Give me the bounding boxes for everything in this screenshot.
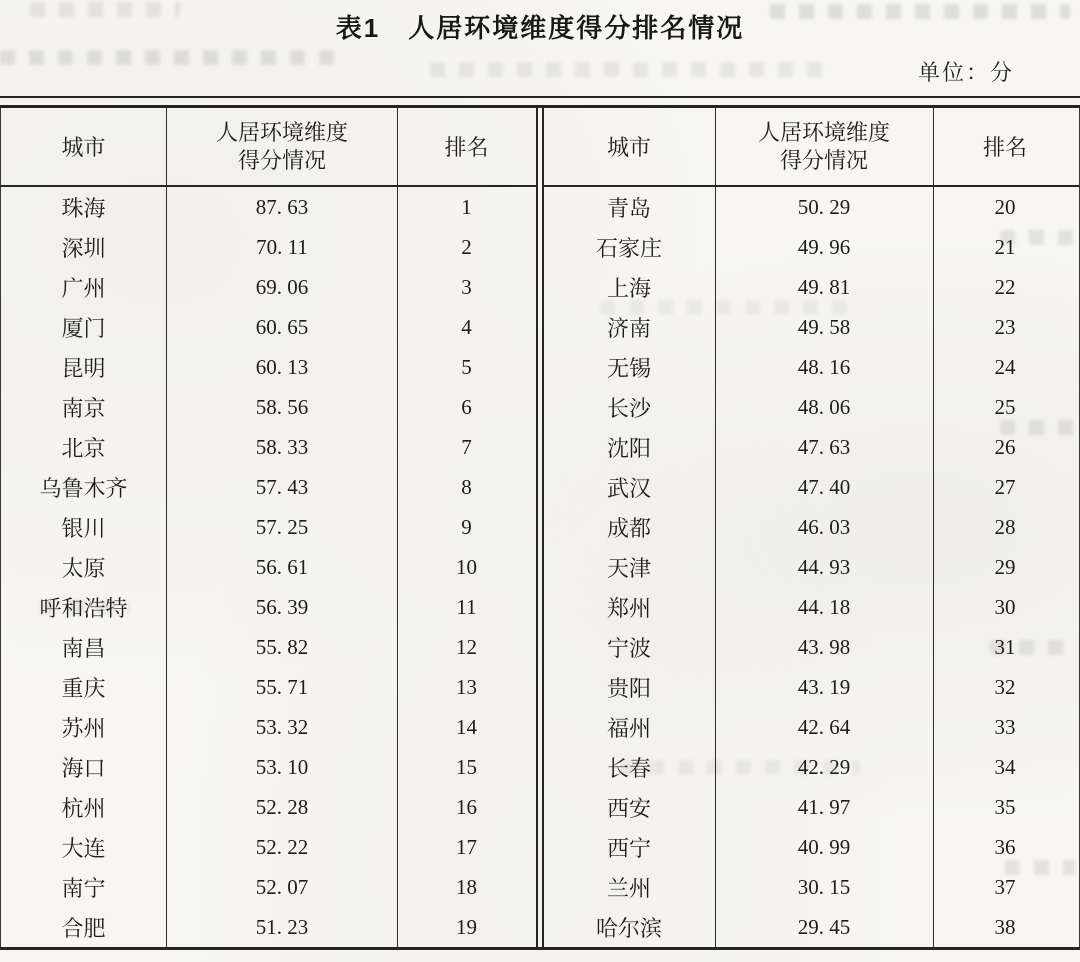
table-row (544, 467, 1079, 507)
table-row (1, 827, 536, 867)
rank-cell: 34 (994, 754, 1016, 779)
rank-cell: 19 (456, 914, 477, 939)
table-row (544, 347, 1079, 387)
table-row (544, 587, 1079, 627)
score-cell: 60. 13 (166, 347, 398, 387)
score-cell: 55. 82 (166, 627, 398, 667)
table-row (544, 667, 1079, 707)
rank-cell: 22 (994, 274, 1016, 299)
score-cell: 53. 10 (166, 747, 398, 787)
score-cell: 49. 81 (715, 267, 934, 307)
rank-cell: 32 (994, 674, 1016, 699)
table-bottom-rule (0, 947, 1080, 950)
rank-cell: 1 (461, 194, 472, 219)
score-cell: 70. 11 (166, 227, 398, 267)
table-header-row (1, 108, 536, 187)
rank-cell: 16 (456, 794, 477, 819)
score-cell: 50. 29 (715, 187, 934, 227)
score-cell: 52. 22 (166, 827, 398, 867)
rank-cell: 9 (461, 514, 472, 539)
rank-cell: 2 (461, 234, 472, 259)
city-cell: 郑州 (606, 595, 651, 621)
score-cell: 60. 65 (166, 307, 398, 347)
rank-cell: 6 (461, 394, 472, 419)
score-cell: 58. 56 (166, 387, 398, 427)
rank-cell: 10 (456, 554, 477, 579)
table-row (1, 347, 536, 387)
table-row (1, 187, 536, 227)
table-row (544, 267, 1079, 307)
rank-cell: 17 (456, 834, 477, 859)
city-cell: 北京 (61, 435, 106, 461)
city-cell: 无锡 (606, 355, 651, 381)
table-right-rows (544, 187, 1079, 947)
score-cell: 49. 58 (715, 307, 934, 347)
city-cell: 乌鲁木齐 (39, 475, 128, 501)
score-cell: 57. 43 (166, 467, 398, 507)
header-score-line1: 人居环境维度 (757, 119, 890, 145)
rank-cell: 8 (461, 474, 472, 499)
table-title: 表1 人居环境维度得分排名情况 (335, 13, 745, 43)
table-row (544, 547, 1079, 587)
score-cell: 47. 63 (715, 427, 934, 467)
rank-cell: 11 (456, 594, 477, 619)
table-row (1, 707, 536, 747)
table-row (1, 787, 536, 827)
city-cell: 兰州 (606, 875, 651, 901)
score-cell: 40. 99 (715, 827, 934, 867)
city-cell: 珠海 (61, 195, 106, 221)
score-cell: 43. 98 (715, 627, 934, 667)
score-cell: 87. 63 (166, 187, 398, 227)
header-rank: 排名 (444, 135, 489, 160)
table-row (1, 907, 536, 947)
table-right-panel (542, 108, 1080, 947)
score-cell: 52. 28 (166, 787, 398, 827)
table-row (1, 867, 536, 907)
city-cell: 昆明 (61, 355, 106, 381)
table-row (544, 507, 1079, 547)
city-cell: 呼和浩特 (39, 595, 128, 621)
table-row (1, 387, 536, 427)
city-cell: 成都 (606, 515, 651, 541)
rank-cell: 27 (994, 474, 1016, 499)
score-cell: 53. 32 (166, 707, 398, 747)
header-rank: 排名 (982, 135, 1027, 160)
city-cell: 武汉 (606, 475, 651, 501)
table-row (544, 867, 1079, 907)
score-cell: 48. 16 (715, 347, 934, 387)
ranking-table (0, 96, 1080, 950)
table-top-rule (0, 96, 1080, 108)
rank-cell: 23 (994, 314, 1016, 339)
rank-cell: 12 (456, 634, 477, 659)
table-left-panel (0, 108, 538, 947)
rank-cell: 36 (994, 834, 1016, 859)
unit-label: 单位：分 (917, 60, 1014, 85)
table-row (544, 427, 1079, 467)
score-cell: 43. 19 (715, 667, 934, 707)
rank-cell: 38 (994, 914, 1016, 939)
score-cell: 57. 25 (166, 507, 398, 547)
city-cell: 西安 (606, 795, 651, 821)
city-cell: 杭州 (61, 795, 106, 821)
city-cell: 南京 (61, 395, 106, 421)
table-row (1, 667, 536, 707)
table-row (544, 307, 1079, 347)
city-cell: 大连 (61, 835, 106, 861)
table-row (544, 907, 1079, 947)
rank-cell: 3 (461, 274, 472, 299)
table-row (1, 227, 536, 267)
city-cell: 南昌 (61, 635, 106, 661)
rank-cell: 7 (461, 434, 472, 459)
rank-cell: 28 (994, 514, 1016, 539)
rank-cell: 21 (994, 234, 1016, 259)
score-cell: 56. 39 (166, 587, 398, 627)
score-cell: 51. 23 (166, 907, 398, 947)
city-cell: 银川 (61, 515, 106, 541)
rank-cell: 29 (994, 554, 1016, 579)
table-row (544, 707, 1079, 747)
city-cell: 贵阳 (606, 675, 651, 701)
city-cell: 长沙 (606, 395, 651, 421)
rank-cell: 25 (994, 394, 1016, 419)
city-cell: 太原 (61, 555, 106, 581)
table-row (544, 227, 1079, 267)
table-row (1, 467, 536, 507)
score-cell: 56. 61 (166, 547, 398, 587)
scan-bleed-artifact (0, 50, 340, 65)
city-cell: 宁波 (606, 635, 651, 661)
table-row (544, 387, 1079, 427)
city-cell: 长春 (606, 755, 651, 781)
table-row (1, 587, 536, 627)
score-cell: 46. 03 (715, 507, 934, 547)
score-cell: 30. 15 (715, 867, 934, 907)
score-cell: 47. 40 (715, 467, 934, 507)
rank-cell: 5 (461, 354, 472, 379)
table-row (1, 267, 536, 307)
rank-cell: 18 (456, 874, 477, 899)
city-cell: 合肥 (61, 915, 106, 941)
table-row (1, 747, 536, 787)
city-cell: 青岛 (606, 195, 651, 221)
score-cell: 44. 18 (715, 587, 934, 627)
score-cell: 55. 71 (166, 667, 398, 707)
table-row (544, 627, 1079, 667)
rank-cell: 14 (456, 714, 477, 739)
rank-cell: 20 (994, 194, 1016, 219)
city-cell: 重庆 (61, 675, 106, 701)
city-cell: 海口 (61, 755, 106, 781)
score-cell: 42. 64 (715, 707, 934, 747)
header-score (166, 108, 398, 185)
city-cell: 福州 (606, 715, 651, 741)
rank-cell: 35 (994, 794, 1016, 819)
header-score-line1: 人居环境维度 (215, 119, 348, 145)
table-row (1, 627, 536, 667)
header-score (715, 108, 934, 185)
city-cell: 广州 (61, 275, 106, 301)
score-cell: 69. 06 (166, 267, 398, 307)
rank-cell: 13 (456, 674, 477, 699)
header-score-line2: 得分情况 (779, 147, 868, 173)
rank-cell: 37 (994, 874, 1016, 899)
rank-cell: 33 (994, 714, 1016, 739)
header-score-line2: 得分情况 (237, 147, 326, 173)
table-row (544, 827, 1079, 867)
score-cell: 52. 07 (166, 867, 398, 907)
score-cell: 48. 06 (715, 387, 934, 427)
city-cell: 济南 (606, 315, 651, 341)
score-cell: 42. 29 (715, 747, 934, 787)
header-city: 城市 (61, 135, 106, 160)
table-row (1, 547, 536, 587)
score-cell: 58. 33 (166, 427, 398, 467)
city-cell: 沈阳 (606, 435, 651, 461)
city-cell: 厦门 (61, 315, 106, 341)
city-cell: 西宁 (606, 835, 651, 861)
city-cell: 天津 (606, 555, 651, 581)
table-row (1, 307, 536, 347)
rank-cell: 26 (994, 434, 1016, 459)
table-header-row (544, 108, 1079, 187)
city-cell: 哈尔滨 (595, 915, 662, 941)
city-cell: 南宁 (61, 875, 106, 901)
score-cell: 29. 45 (715, 907, 934, 947)
table-row (1, 507, 536, 547)
table-row (544, 787, 1079, 827)
city-cell: 深圳 (61, 235, 106, 261)
table-row (544, 747, 1079, 787)
score-cell: 49. 96 (715, 227, 934, 267)
score-cell: 41. 97 (715, 787, 934, 827)
rank-cell: 30 (994, 594, 1016, 619)
rank-cell: 4 (461, 314, 472, 339)
rank-cell: 15 (456, 754, 477, 779)
table-left-rows (1, 187, 536, 947)
score-cell: 44. 93 (715, 547, 934, 587)
city-cell: 苏州 (61, 715, 106, 741)
scan-bleed-artifact (430, 62, 830, 77)
city-cell: 石家庄 (595, 235, 662, 261)
city-cell: 上海 (606, 275, 651, 301)
rank-cell: 24 (994, 354, 1016, 379)
table-row (544, 187, 1079, 227)
header-city: 城市 (606, 135, 651, 160)
rank-cell: 31 (994, 634, 1016, 659)
table-row (1, 427, 536, 467)
